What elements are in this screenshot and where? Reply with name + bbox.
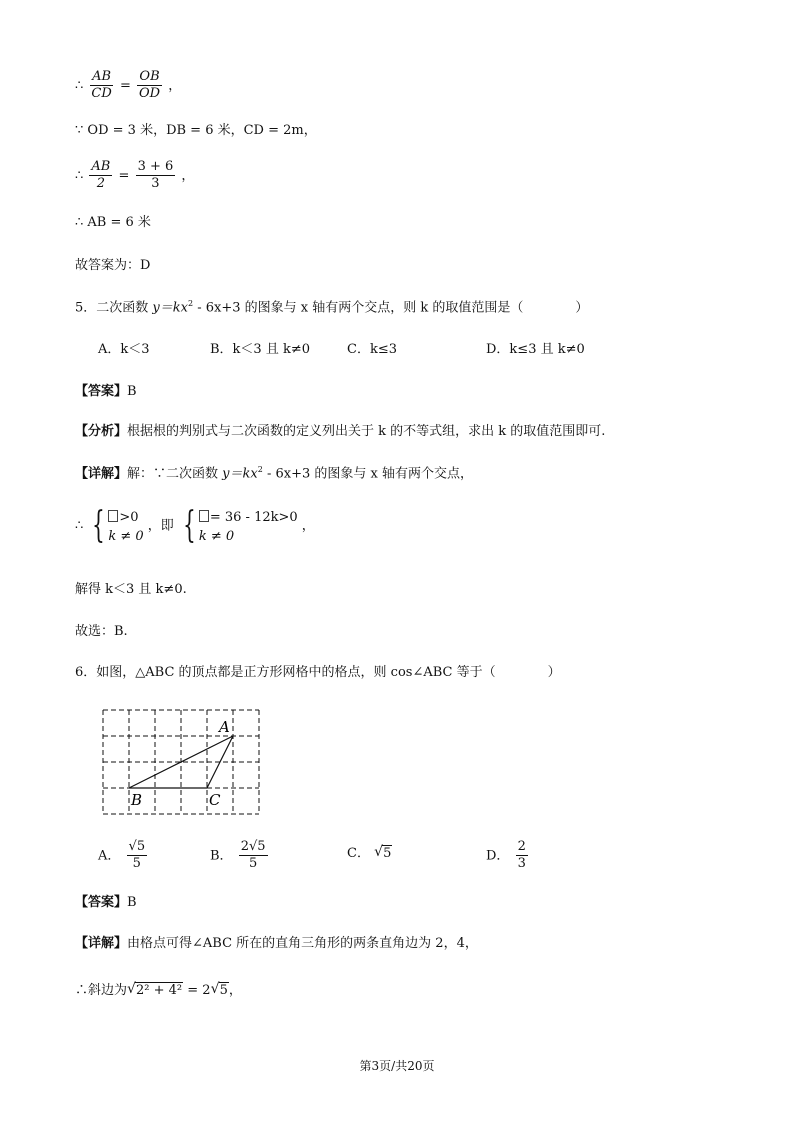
q5-choose: 故选：B. bbox=[75, 624, 128, 639]
q5-option-b[interactable]: B．k＜3 且 k≠0 bbox=[210, 342, 311, 357]
q6-stem: 6．如图，△ABC 的顶点都是正方形网格中的格点，则 cos∠ABC 等于（ ） bbox=[75, 665, 561, 680]
page-footer: 第3页/共20页 bbox=[359, 1059, 435, 1073]
q5-analysis: 【分析】根据根的判别式与二次函数的定义列出关于 k 的不等式组，求出 k 的取值范围即可. bbox=[75, 424, 606, 439]
q6-answer: 【答案】B bbox=[75, 895, 137, 910]
q6-option-d[interactable]: D． $\frac{2}{3}$ bbox=[486, 839, 526, 872]
q5-solve: 解得 k＜3 且 k≠0. bbox=[75, 582, 187, 597]
q6-detail: 【详解】由格点可得∠ABC 所在的直角三角形的两条直角边为 2，4， bbox=[75, 936, 478, 951]
vertex-label-c: C bbox=[209, 791, 221, 809]
q5-detail: 【详解】解：∵二次函数 $y=kx^2 - 6x+3$ 的图象与 x 轴有两个交点， bbox=[75, 465, 473, 482]
eq-ratio-1: ∴ $\frac{AB}{CD}$ = $\frac{OB}{OD}$ ， bbox=[75, 69, 182, 102]
q5-option-c[interactable]: C．k≤3 bbox=[347, 342, 397, 357]
q5-option-d[interactable]: D．k≤3 且 k≠0 bbox=[486, 342, 585, 357]
q6-option-c[interactable]: C． √ 5 bbox=[347, 844, 392, 861]
q6-option-a[interactable]: A． $\frac{√5}{5}$ bbox=[98, 839, 146, 872]
eq-ratio-2: ∴ $\frac{AB}{2}$ = $\frac{3 + 6}{3}$ ， bbox=[75, 159, 195, 192]
q5-option-a[interactable]: A．k＜3 bbox=[98, 342, 150, 357]
q6-option-b[interactable]: B． $\frac{2√5}{5}$ bbox=[210, 839, 266, 872]
q6-grid-figure bbox=[100, 707, 270, 817]
delta-symbol bbox=[108, 510, 118, 522]
q5-answer: 【答案】B bbox=[75, 384, 137, 399]
vertex-label-b: B bbox=[131, 791, 143, 809]
q5-inequality-system: ∴ { >0 k ≠ 0 ，即 { = 36 - 12k>0 k ≠ 0 ， bbox=[75, 505, 315, 546]
result-line: ∴ AB = 6 米 bbox=[75, 215, 151, 230]
vertex-label-a: A bbox=[219, 718, 230, 736]
final-answer-prev: 故答案为：D bbox=[75, 258, 151, 273]
given-values: ∵ OD = 3 米，DB = 6 米，CD = 2m， bbox=[75, 123, 317, 138]
q5-stem: 5．二次函数 $y=kx^2 - 6x+3$ 的图象与 x 轴有两个交点，则 k 的取值范围是（ ） bbox=[75, 299, 589, 316]
delta-symbol bbox=[199, 510, 209, 522]
q6-hypotenuse: ∴斜边为 √ 2² + 4² = 2 √ 5， bbox=[75, 981, 242, 998]
